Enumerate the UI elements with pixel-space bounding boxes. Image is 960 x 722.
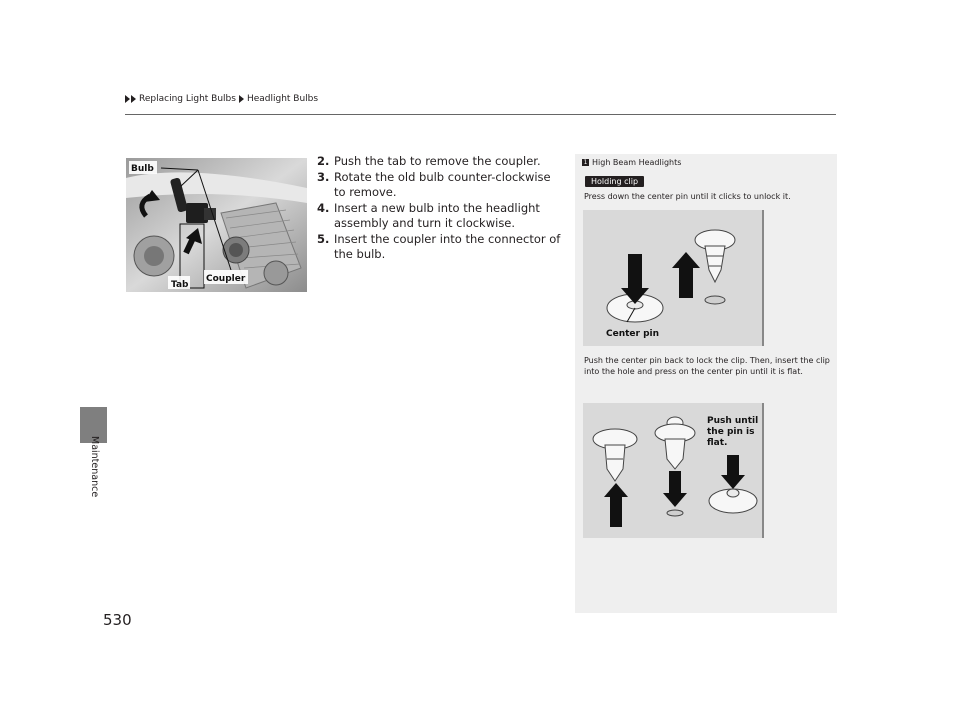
breadcrumb-arrow-icon [125, 95, 136, 103]
bulb-label: Bulb [131, 164, 154, 174]
header-rule [125, 114, 836, 115]
breadcrumb [125, 94, 318, 104]
headlight-assembly-illustration [126, 158, 307, 292]
step-number: 2. [317, 154, 330, 168]
coupler-label: Coupler [206, 274, 246, 284]
page-number: 530 [103, 611, 132, 629]
center-pin-label: Center pin [606, 329, 660, 339]
step-item [317, 201, 562, 232]
clip-unlock-illustration [583, 210, 764, 346]
step-number: 5. [317, 231, 330, 246]
step-item [317, 170, 562, 201]
headlight-photo [126, 158, 307, 292]
clip-lock-figure [583, 403, 764, 538]
step-text: Insert the coupler into the connector of the bulb. [334, 231, 561, 261]
note-title: High Beam Headlights [592, 158, 682, 167]
step-item [317, 232, 562, 263]
step-text: Insert a new bulb into the headlight assembly and turn it clockwise. [334, 200, 540, 230]
breadcrumb-item-headlight-bulbs[interactable]: Headlight Bulbs [246, 94, 319, 104]
note-panel [575, 154, 837, 613]
breadcrumb-arrow-icon [239, 95, 244, 103]
step-number: 4. [317, 200, 330, 215]
step-text: Push the tab to remove the coupler. [334, 154, 541, 168]
breadcrumb-item-replacing-light-bulbs[interactable]: Replacing Light Bulbs [139, 94, 236, 104]
tab-label: Tab [171, 280, 189, 290]
note-text-unlock: Press down the center pin until it clicks to unlock it. [584, 192, 791, 201]
step-text: Rotate the old bulb counter-clockwise to remove. [334, 169, 551, 199]
holding-clip-badge: Holding clip [585, 176, 644, 187]
note-text-lock: Push the center pin back to lock the clip. Then, insert the clip into the hole and press on the center pin until it is flat. [584, 356, 830, 376]
push-until-flat-label-line3: flat. [707, 438, 728, 448]
step-item [317, 154, 562, 170]
procedure-steps [317, 154, 562, 263]
note-number-icon: 1 [583, 159, 588, 166]
section-tab-label: Maintenance [89, 436, 100, 498]
note-heading [582, 158, 681, 167]
push-until-flat-label-line1: Push until [707, 416, 759, 426]
push-until-flat-label-line2: the pin is [707, 427, 755, 437]
clip-unlock-figure [583, 210, 764, 346]
clip-lock-illustration [583, 403, 764, 538]
step-number: 3. [317, 169, 330, 184]
